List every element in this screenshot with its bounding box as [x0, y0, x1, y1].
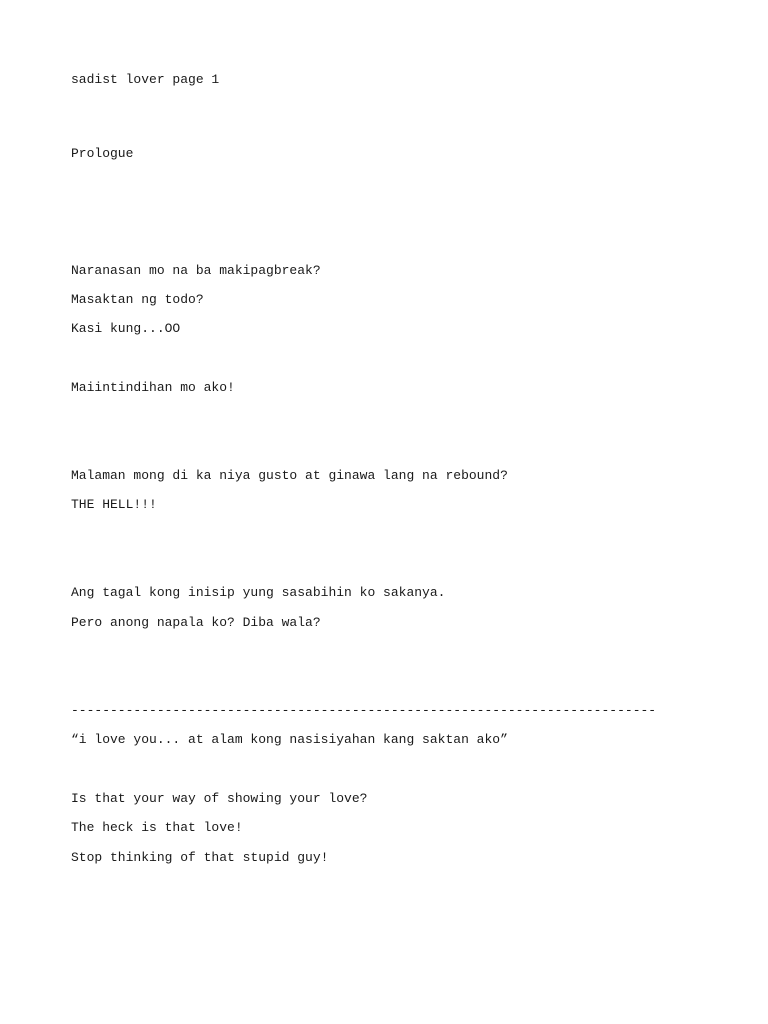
text-line: Ang tagal kong inisip yung sasabihin ko sakanya.	[71, 585, 446, 600]
text-line: THE HELL!!!	[71, 497, 157, 512]
divider-line: ---------------------------------------------------------------------------	[71, 703, 657, 718]
text-line: Malaman mong di ka niya gusto at ginawa lang na rebound?	[71, 468, 508, 483]
text-line: Stop thinking of that stupid guy!	[71, 850, 329, 865]
document-header: sadist lover page 1	[71, 72, 220, 87]
text-line: The heck is that love!	[71, 820, 243, 835]
quote-line: “i love you... at alam kong nasisiyahan kang saktan ako”	[71, 732, 508, 747]
text-line: Naranasan mo na ba makipagbreak?	[71, 263, 321, 278]
text-line: Pero anong napala ko? Diba wala?	[71, 615, 321, 630]
text-line: Is that your way of showing your love?	[71, 791, 368, 806]
text-line: Maiintindihan mo ako!	[71, 380, 235, 395]
section-title: Prologue	[71, 146, 134, 161]
text-line: Kasi kung...OO	[71, 321, 181, 336]
text-line: Masaktan ng todo?	[71, 292, 204, 307]
